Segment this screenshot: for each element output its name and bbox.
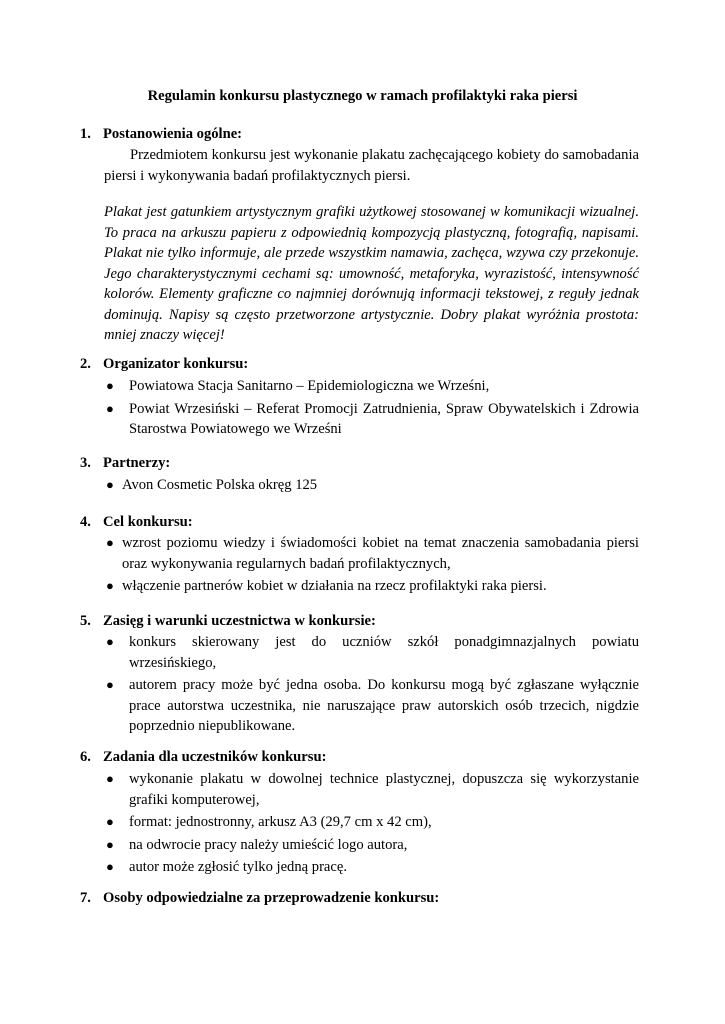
- section-title: Organizator konkursu:: [103, 356, 249, 372]
- section-3-list: [104, 475, 639, 498]
- section-number: 7.: [80, 890, 91, 906]
- section-number: 4.: [80, 514, 91, 530]
- list-item: ● Powiat Wrzesiński – Referat Promocji Zatrudnienia, Spraw Obywatelskich i Zdrowia Starostwa Powiatowego we Wrześni: [106, 400, 639, 437]
- section-number: 2.: [80, 356, 91, 372]
- bullet-icon: ●: [106, 578, 114, 593]
- list-item: ● wzrost poziomu wiedzy i świadomości kobiet na temat znaczenia samobadania piersi oraz wykonywania regularnych badań profilaktycznych,: [106, 535, 639, 572]
- bullet-icon: ●: [106, 859, 114, 874]
- list-item: ● autor może zgłosić tylko jedną pracę.: [104, 857, 639, 878]
- list-item: ● wykonanie plakatu w dowolnej technice plastycznej, dopuszcza się wykorzystanie grafiki komputerowej,: [106, 771, 639, 808]
- bullet-icon: ●: [106, 400, 114, 416]
- section-5-heading: [80, 613, 376, 630]
- section-2-list: [104, 376, 639, 442]
- section-title: Zadania dla uczestników konkursu:: [103, 749, 327, 765]
- section-1-italic-paragraph: Plakat jest gatunkiem artystycznym grafiki użytkowej stosowanej w komunikacji wizualnej. To praca na arkuszu papieru z odpowiednią kompozycją plastyczną, fotografią, napisami. Plakat nie tylko informuje, ale przede wszystkim namawia, zachęca, wzywa czy przekonuje. Jego charakterystycznymi cechami są: umowność, metaforyka, wyrazistość, intensywność kolorów. Elementy graficzne co najmniej dorównują informacji tekstowej, z reguły jednak dominują. Napisy są często przetworzone artystycznie. Dobry plakat wyróżnia prostota: mniej znaczy więcej!: [104, 204, 639, 343]
- bullet-icon: ●: [106, 535, 114, 550]
- section-5-list: [104, 632, 639, 739]
- bullet-icon: ●: [106, 477, 114, 492]
- list-item: ● Avon Cosmetic Polska okręg 125: [104, 475, 639, 496]
- section-4-list: [104, 533, 639, 599]
- section-number: 1.: [80, 126, 91, 142]
- list-item: ● na odwrocie pracy należy umieścić logo autora,: [104, 835, 639, 856]
- bullet-icon: ●: [106, 378, 114, 393]
- list-item: ● format: jednostronny, arkusz A3 (29,7 cm x 42 cm),: [104, 812, 639, 833]
- section-1-paragraph: Przedmiotem konkursu jest wykonanie plakatu zachęcającego kobiety do samobadania piersi i wykonywania badań profilaktycznych piersi.: [104, 147, 639, 184]
- section-title: Cel konkursu:: [103, 514, 193, 530]
- section-title: Postanowienia ogólne:: [103, 126, 243, 142]
- bullet-icon: ●: [106, 634, 114, 649]
- list-item: ● Powiatowa Stacja Sanitarno – Epidemiologiczna we Wrześni,: [104, 376, 639, 397]
- section-4-heading: [80, 514, 193, 531]
- bullet-icon: ●: [106, 836, 114, 852]
- bullet-icon: ●: [106, 677, 114, 692]
- list-item: ● konkurs skierowany jest do uczniów szkół ponadgimnazjalnych powiatu wrzesińskiego,: [106, 634, 639, 671]
- list-item: ● włączenie partnerów kobiet w działania na rzecz profilaktyki raka piersi.: [104, 576, 639, 597]
- section-2-heading: [80, 356, 248, 373]
- document-title: Regulamin konkursu plastycznego w ramach profilaktyki raka piersi: [147, 88, 578, 104]
- section-title: Partnerzy:: [103, 455, 171, 471]
- bullet-icon: ●: [106, 814, 114, 829]
- section-6-heading: [80, 749, 326, 766]
- section-number: 6.: [80, 749, 91, 765]
- section-number: 3.: [80, 455, 91, 471]
- section-3-heading: [80, 455, 170, 472]
- bullet-icon: ●: [106, 771, 114, 786]
- section-number: 5.: [80, 613, 91, 629]
- section-1-heading: [80, 126, 242, 143]
- list-item: ● autorem pracy może być jedna osoba. Do konkursu mogą być zgłaszane wyłącznie prace autorstwa uczestnika, nie naruszające praw autorskich osób trzecich, nigdzie poprzednio niepublikowane.: [106, 677, 639, 734]
- section-6-list: [104, 769, 639, 880]
- section-title: Osoby odpowiedzialne za przeprowadzenie konkursu:: [103, 890, 440, 906]
- section-7-heading: [80, 890, 439, 907]
- section-title: Zasięg i warunki uczestnictwa w konkursie:: [103, 613, 376, 629]
